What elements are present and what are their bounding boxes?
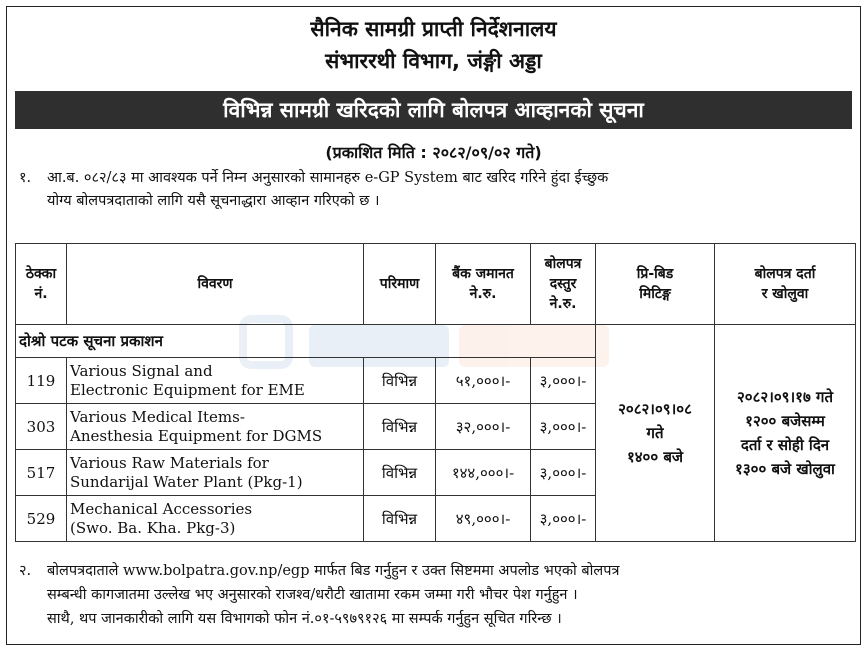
notice-page — [6, 6, 861, 645]
bid-fee-amount: ३,०००।- — [531, 450, 596, 496]
item-quantity: विभिन्न — [364, 358, 436, 404]
section-title: दोश्रो पटक सूचना प्रकाशन — [16, 325, 596, 358]
header-prebid-meeting: प्रि-बिड मिटिङ्ग — [596, 244, 715, 325]
bank-guarantee-amount: ४९,०००।- — [436, 496, 531, 542]
contract-number: 119 — [16, 358, 67, 404]
bank-guarantee-amount: १४४,०००।- — [436, 450, 531, 496]
notice-title-banner: विभिन्न सामग्री खरिदको लागि बोलपत्र आव्हानको सूचना — [15, 91, 852, 129]
paragraph-2-line3: साथै, थप जानकारीको लागि यस विभागको फोन नं.०१-५९७९१२६ मा सम्पर्क गर्नुहुन सूचित गरिन्छ । — [47, 611, 562, 627]
bid-fee-amount: ३,०००।- — [531, 496, 596, 542]
section-row — [16, 325, 856, 358]
header-contract-no: ठेक्का नं. — [16, 244, 67, 325]
paragraph-1-line2: योग्य बोलपत्रदाताको लागि यसै सूचनाद्धारा आव्हान गरिएको छ । — [47, 193, 380, 209]
paragraph-2 — [15, 559, 853, 631]
item-quantity: विभिन्न — [364, 404, 436, 450]
contract-number: 303 — [16, 404, 67, 450]
item-description: Various Raw Materials for Sundarijal Water Plant (Pkg-1) — [67, 450, 364, 496]
paragraph-1-number: १. — [19, 170, 32, 186]
paragraph-2-number: २. — [19, 563, 32, 579]
bank-guarantee-amount: ३२,०००।- — [436, 404, 531, 450]
bid-fee-amount: ३,०००।- — [531, 358, 596, 404]
paragraph-2-line2: सम्बन्धी कागजातमा उल्लेख भए अनुसारको राजश्व/धरौटी खातामा रकम जम्मा गरी भौचर पेश गर्नुहुन । — [47, 587, 578, 603]
published-date: (प्रकाशित मिति : २०८२/०९/०२ गते) — [325, 143, 542, 162]
bank-guarantee-amount: ५१,०००।- — [436, 358, 531, 404]
paragraph-1-line1: आ.ब. ०८२/८३ मा आवश्यक पर्ने निम्न अनुसारको सामानहरु e-GP System बाट खरिद गरिने हुंदा ईच्छुक — [47, 170, 609, 186]
header-registration-opening: बोलपत्र दर्ता र खोलुवा — [715, 244, 856, 325]
contract-number: 529 — [16, 496, 67, 542]
bid-fee-amount: ३,०००।- — [531, 404, 596, 450]
table-header-row — [16, 244, 856, 325]
header-description: विवरण — [67, 244, 364, 325]
header-quantity: परिमाण — [364, 244, 436, 325]
paragraph-2-line1: बोलपत्रदाताले www.bolpatra.gov.np/egp मार्फत बिड गर्नुहुन र उक्त सिष्टममा अपलोड भएको बोलपत्र — [47, 563, 620, 579]
paragraph-1 — [15, 167, 853, 213]
item-quantity: विभिन्न — [364, 496, 436, 542]
item-description: Various Medical Items- Anesthesia Equipment for DGMS — [67, 404, 364, 450]
org-name-line2: संभाररथी विभाग, जंङ्गी अड्डा — [325, 49, 542, 73]
prebid-meeting-cell: २०८२।०९।०८ गते १४०० बजे — [596, 325, 715, 542]
org-name-line1: सैनिक सामग्री प्राप्ती निर्देशनालय — [310, 17, 557, 41]
contract-number: 517 — [16, 450, 67, 496]
item-quantity: विभिन्न — [364, 450, 436, 496]
item-description: Mechanical Accessories (Swo. Ba. Kha. Pkg-3) — [67, 496, 364, 542]
header-bank-guarantee: बैंक जमानत ने.रु. — [436, 244, 531, 325]
tender-table — [15, 243, 856, 542]
registration-opening-cell: २०८२।०९।१७ गते १२०० बजेसम्म दर्ता र सोही दिन १३०० बजे खोलुवा — [715, 325, 856, 542]
item-description: Various Signal and Electronic Equipment for EME — [67, 358, 364, 404]
header-bid-fee: बोलपत्र दस्तुर ने.रु. — [531, 244, 596, 325]
